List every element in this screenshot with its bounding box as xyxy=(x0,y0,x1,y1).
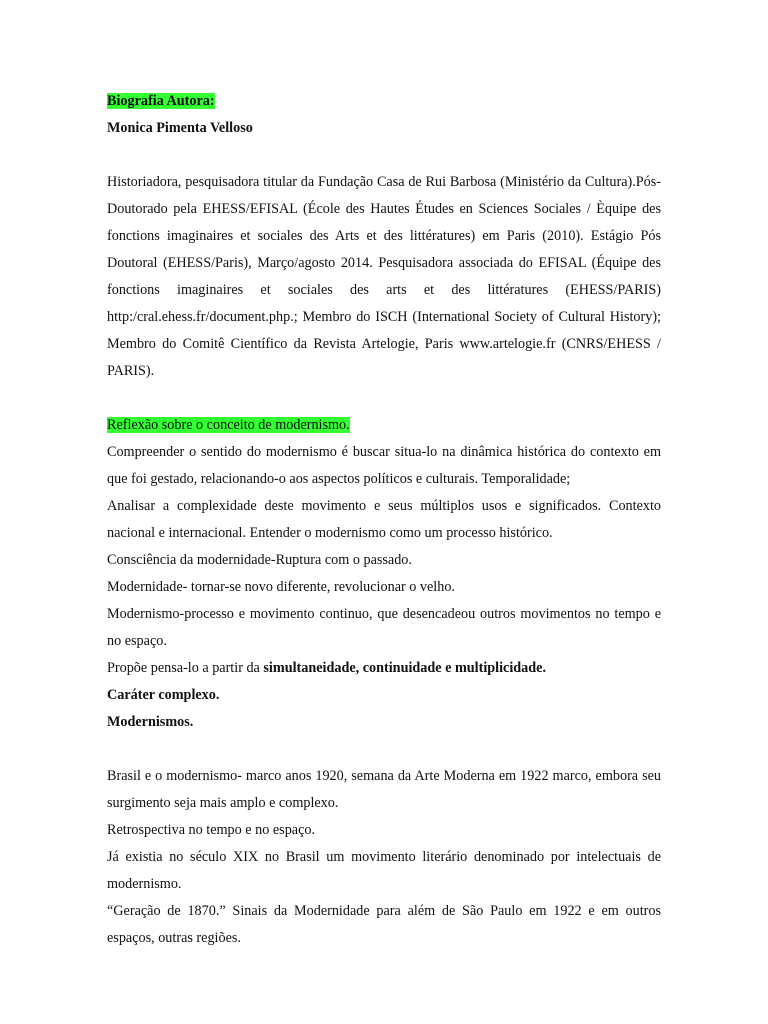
author-heading xyxy=(107,88,661,115)
document-page xyxy=(107,88,661,952)
reflection-paragraph-6-bold: simultaneidade, continuidade e multiplicidade. xyxy=(263,660,547,676)
reflection-paragraph-7: Caráter complexo. xyxy=(107,687,220,703)
spacer xyxy=(107,385,661,412)
reflection-paragraph-6-prefix: Propõe pensa-lo a partir da xyxy=(107,660,264,676)
brazil-paragraph-1: Brasil e o modernismo- marco anos 1920, semana da Arte Moderna em 1922 marco, embora seu surgimento seja mais amplo e complexo. xyxy=(107,768,661,811)
reflection-paragraph-6 xyxy=(107,655,661,682)
author-name: Monica Pimenta Velloso xyxy=(107,120,253,136)
reflection-heading-text: Reflexão sobre o conceito de modernismo. xyxy=(107,417,350,433)
reflection-paragraph-5: Modernismo-processo e movimento continuo, que desencadeou outros movimentos no tempo e no espaço. xyxy=(107,606,661,649)
author-heading-text: Biografia Autora: xyxy=(107,93,215,109)
brazil-paragraph-3: Já existia no século XIX no Brasil um movimento literário denominado por intelectuais de modernismo. xyxy=(107,849,661,892)
reflection-paragraph-8: Modernismos. xyxy=(107,714,194,730)
spacer xyxy=(107,142,661,169)
brazil-paragraph-4: “Geração de 1870.” Sinais da Modernidade para além de São Paulo em 1922 e em outros espaços, outras regiões. xyxy=(107,903,661,946)
reflection-heading xyxy=(107,412,661,439)
reflection-paragraph-4: Modernidade- tornar-se novo diferente, revolucionar o velho. xyxy=(107,579,455,595)
reflection-paragraph-1: Compreender o sentido do modernismo é buscar situa-lo na dinâmica histórica do contexto em que foi gestado, relacionando-o aos aspectos políticos e culturais. Temporalidade; xyxy=(107,444,661,487)
brazil-paragraph-2: Retrospectiva no tempo e no espaço. xyxy=(107,822,316,838)
reflection-paragraph-2: Analisar a complexidade deste movimento e seus múltiplos usos e significados. Contexto nacional e internacional. Entender o modernismo como um processo histórico. xyxy=(107,498,661,541)
author-bio: Historiadora, pesquisadora titular da Fundação Casa de Rui Barbosa (Ministério da Cultura).Pós-Doutorado pela EHESS/EFISAL (École des Hautes Études en Sciences Sociales / Èquipe des fonctions imaginaires et sociales des Arts et des littératures) em Paris (2010). Estágio Pós Doutoral (EHESS/Paris), Março/agosto 2014. Pesquisadora associada do EFISAL (Équipe des fonctions imaginaires et sociales des arts et des littératures (EHESS/PARIS) http:/cral.ehess.fr/document.php.; Membro do ISCH (International Society of Cultural History); Membro do Comitê Científico da Revista Artelogie, Paris www.artelogie.fr (CNRS/EHESS / PARIS). xyxy=(107,174,661,379)
spacer xyxy=(107,736,661,763)
reflection-paragraph-3: Consciência da modernidade-Ruptura com o passado. xyxy=(107,552,412,568)
